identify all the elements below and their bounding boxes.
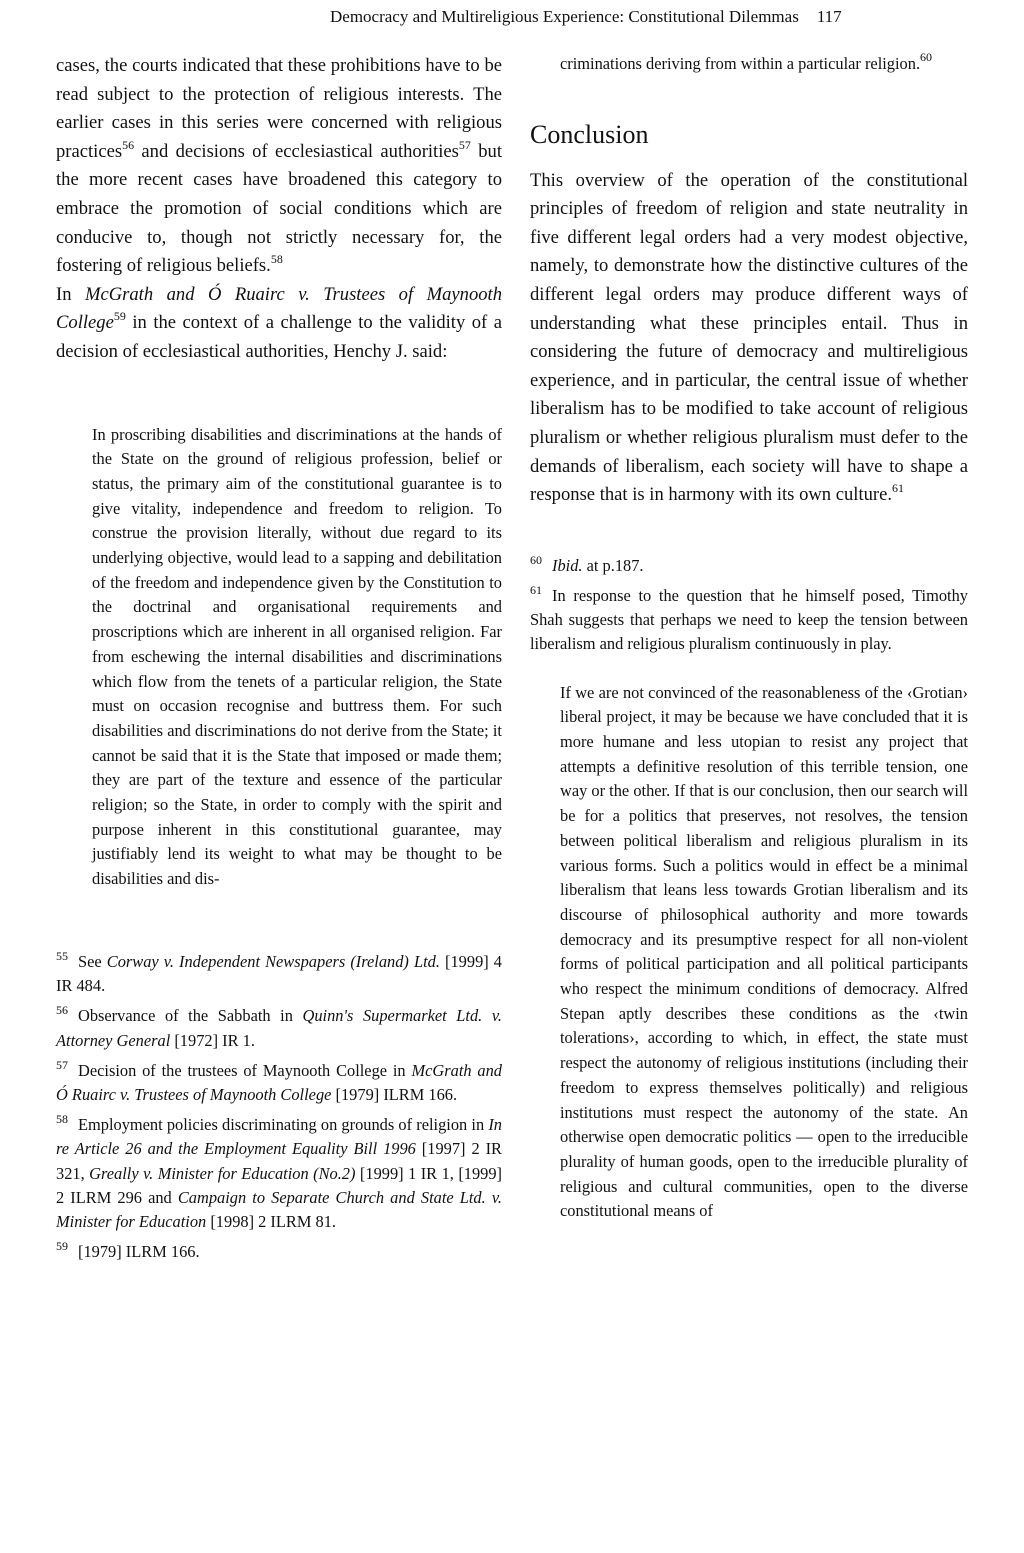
footnote-number: 56 <box>56 1003 68 1018</box>
left-column <box>56 52 502 1264</box>
para2-text-a: In <box>56 283 85 305</box>
footnote-number: 55 <box>56 948 68 963</box>
running-head <box>330 6 970 28</box>
ibid-text: Ibid. <box>552 555 583 575</box>
footnote-60 <box>530 548 968 578</box>
footnote-ref-56: 56 <box>122 137 135 152</box>
left-footnotes <box>56 944 502 1264</box>
para2-text-b: in the context of a challenge to the validity of a decision of ecclesiastical authorities, Henchy J. said: <box>56 312 502 362</box>
para1-text-a: cases, the courts indicated that these prohibitions have to be read subject to the protection of religious interests. The earlier cases in this series were concerned with religious practices <box>56 55 502 162</box>
footnote-ref-58: 58 <box>270 252 283 267</box>
footnote-ref-60: 60 <box>920 50 933 64</box>
conclusion-text: This overview of the operation of the constitutional principles of freedom of religion and state neutrality in five different legal orders had a very modest objective, namely, to demonstrate how the distinctive cultures of the different legal orders may produce different ways of understanding what these principles entail. Thus in considering the future of democracy and multireligious experience, and in particular, the central issue of whether liberalism has to be modified to take account of religious pluralism or whether religious pluralism must defer to the demands of liberalism, each society will have to shape a response that is in harmony with its own culture. <box>530 169 968 506</box>
footnote-57 <box>56 1053 502 1107</box>
footnote-55 <box>56 944 502 998</box>
footnote-ref-59: 59 <box>113 309 126 324</box>
footnote-ref-61: 61 <box>892 481 905 496</box>
case-name: Campaign to Separate Church and State Ltd. v. Minister for Education <box>56 1187 502 1231</box>
footnote-text: [1997] 2 IR 321, <box>56 1139 502 1183</box>
case-name: In re Article 26 and the Employment Equality Bill 1996 <box>56 1115 502 1159</box>
footnote-text: Employment policies discriminating on grounds of religion in <box>78 1115 489 1135</box>
page-number: 117 <box>816 7 842 26</box>
footnote-text: [1999] 4 IR 484. <box>56 951 503 996</box>
case-name-mcgrath: McGrath and Ó Ruairc v. Trustees of Maynooth College <box>56 283 503 334</box>
footnote-text: Observance of the Sabbath in <box>78 1006 303 1026</box>
footnote-56 <box>56 998 502 1052</box>
case-name: Corway v. Independent Newspapers (Ireland) Ltd. <box>106 951 440 971</box>
running-head-title: Democracy and Multireligious Experience: Constitutional Dilemmas <box>330 7 799 26</box>
footnote-text: Decision of the trustees of Maynooth College in <box>78 1060 412 1080</box>
footnote-text: at p.187. <box>582 555 644 575</box>
footnote-61 <box>530 578 968 657</box>
footnote-text: [1979] ILRM 166. <box>331 1084 458 1104</box>
footnote-text: [1972] IR 1. <box>170 1030 255 1050</box>
footnote-59 <box>56 1234 502 1264</box>
case-name: McGrath and Ó Ruairc v. Trustees of Maynooth College <box>56 1060 502 1104</box>
footnote-number: 59 <box>56 1239 68 1254</box>
footnote-58 <box>56 1107 502 1234</box>
para1-text-b: and decisions of ecclesiastical authorities <box>134 140 459 162</box>
footnote-text: [1979] ILRM 166. <box>78 1242 200 1262</box>
body-paragraph-1 <box>56 52 502 281</box>
footnote-number: 61 <box>530 583 542 598</box>
para1-text-c: but the more recent cases have broadened this category to embrace the promotion of social conditions which are conducive to, though not strictly necessary for, the fostering of religious beliefs. <box>56 140 502 277</box>
quote-end-text: criminations deriving from within a particular religion. <box>560 54 921 73</box>
case-name: Quinn's Supermarket Ltd. v. Attorney General <box>56 1006 502 1050</box>
quote-continuation <box>560 52 968 77</box>
footnote-text: [1998] 2 ILRM 81. <box>206 1211 336 1231</box>
footnote-number: 57 <box>56 1057 68 1072</box>
henchy-block-quote: In proscribing disabilities and discriminations at the hands of the State on the ground of religious profession, belief or status, the primary aim of the constitutional guarantee is to give vitality, independence and freedom to religion. To construe the provision literally, without due regard to its underlying objective, would lead to a sapping and debilitation of the freedom and independence given by the Constitution to the doctrinal and organisational requirements and proscriptions which are inherent in all organised religion. Far from eschewing the internal disabilities and discriminations which flow from the tenets of a particular religion, the State must on occasion recognise and buttress them. For such disabilities and discriminations do not derive from the State; it cannot be said that it is the State that imposed or made them; they are part of the texture and essence of the particular religion; so the State, in order to comply with the spirit and purpose inherent in this constitutional guarantee, may justifiably lend its weight to what may be thought to be disabilities and dis- <box>92 424 502 889</box>
conclusion-paragraph <box>530 167 968 510</box>
body-paragraph-2 <box>56 281 502 367</box>
footnote-number: 58 <box>56 1112 68 1127</box>
footnote-number: 60 <box>530 552 542 567</box>
right-footnotes <box>530 548 968 657</box>
case-name: Greally v. Minister for Education (No.2) <box>89 1163 356 1183</box>
footnote-ref-57: 57 <box>458 137 471 152</box>
footnote-text: See <box>78 951 107 971</box>
shah-block-quote: If we are not convinced of the reasonableness of the ‹Grotian› liberal project, it may be because we have concluded that it is more humane and less utopian to resist any project that attempts a definitive resolution of this terrible tension, one way or the other. If that is our conclusion, then our search will be for a politics that preserves, not resolves, the tension between political liberalism and religious pluralism in its various forms. Such a politics would in effect be a minimal liberalism that leans less towards Grotian liberalism and its discourse of philosophical authority and more towards democracy and its presumptive respect for all non-violent forms of political participation and all political participants who respect the minimum conditions of democracy. Alfred Stepan aptly describes these conditions as the ‹twin tolerations›, according to which, in effect, the state must respect the autonomy of religious institutions (including their freedom to express themselves politically) and religious institutions must respect the autonomy of the state. An otherwise open democratic politics — open to the irreducible plurality of human goods, open to the irreducible plurality of religious and cultural communities, open to the diverse constitutional means of <box>560 682 968 1221</box>
footnote-text: [1999] 1 IR 1, [1999] 2 ILRM 296 and <box>56 1163 503 1207</box>
right-column <box>530 52 968 1224</box>
footnote-text: In response to the question that he himself posed, Timothy Shah suggests that perhaps we need to keep the tension between liberalism and religious pluralism continuously in play. <box>530 586 968 654</box>
section-heading-conclusion: Conclusion <box>530 119 649 149</box>
